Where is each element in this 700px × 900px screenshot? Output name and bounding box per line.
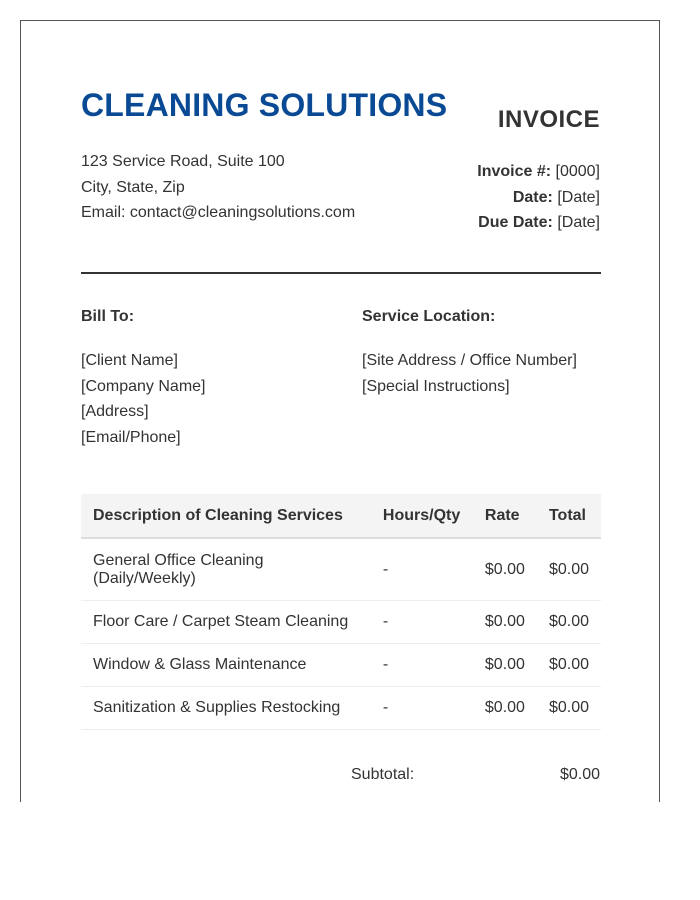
invoice-number-label: Invoice #: bbox=[477, 163, 552, 180]
row-rate: $0.00 bbox=[473, 601, 537, 644]
invoice-due-label: Due Date: bbox=[478, 214, 553, 231]
company-email: contact@cleaningsolutions.com bbox=[129, 204, 356, 221]
bill-to-address: [Address] bbox=[81, 403, 149, 420]
service-location-heading: Service Location: bbox=[362, 308, 496, 325]
row-hours-qty: - bbox=[371, 687, 473, 730]
bill-to-heading: Bill To: bbox=[81, 308, 135, 325]
table-row bbox=[81, 601, 601, 644]
row-total: $0.00 bbox=[537, 601, 601, 644]
header-description: Description of Cleaning Services bbox=[81, 494, 371, 538]
row-description: Sanitization & Supplies Restocking bbox=[81, 687, 371, 730]
row-hours-qty: - bbox=[371, 538, 473, 601]
services-table bbox=[81, 494, 601, 730]
header-total: Total bbox=[537, 494, 601, 538]
row-hours-qty: - bbox=[371, 601, 473, 644]
invoice-date-value: [Date] bbox=[557, 188, 600, 206]
invoice-number-line bbox=[477, 159, 600, 185]
invoice-date-line bbox=[477, 185, 600, 211]
row-hours-qty: - bbox=[371, 644, 473, 687]
company-city-line: City, State, Zip bbox=[81, 178, 185, 196]
header-rate: Rate bbox=[473, 494, 537, 538]
invoice-page bbox=[20, 20, 660, 802]
table-row bbox=[81, 687, 601, 730]
company-info bbox=[81, 149, 355, 226]
bill-to-section bbox=[81, 307, 206, 450]
invoice-title: INVOICE bbox=[497, 106, 600, 133]
invoice-due-value: [Date] bbox=[557, 214, 600, 231]
service-location-section bbox=[362, 307, 577, 399]
row-total: $0.00 bbox=[537, 644, 601, 687]
invoice-due-line bbox=[477, 210, 600, 236]
company-address: 123 Service Road, Suite 100 bbox=[81, 153, 285, 170]
invoice-date-label: Date: bbox=[512, 188, 553, 206]
row-total: $0.00 bbox=[537, 687, 601, 730]
company-name: CLEANING SOLUTIONS bbox=[81, 87, 448, 123]
service-site-address: [Site Address / Office Number] bbox=[362, 352, 577, 369]
row-total: $0.00 bbox=[537, 538, 601, 601]
invoice-meta bbox=[477, 159, 600, 236]
table-row bbox=[81, 538, 601, 601]
row-description: Floor Care / Carpet Steam Cleaning bbox=[81, 601, 371, 644]
header-hours-qty: Hours/Qty bbox=[371, 494, 473, 538]
bill-to-company-name: [Company Name] bbox=[81, 377, 206, 395]
header-divider bbox=[81, 272, 601, 274]
service-special-instructions: [Special Instructions] bbox=[362, 377, 510, 395]
subtotal-value: $0.00 bbox=[559, 766, 600, 783]
row-description: General Office Cleaning (Daily/Weekly) bbox=[81, 538, 371, 601]
row-description: Window & Glass Maintenance bbox=[81, 644, 371, 687]
company-email-label: Email: bbox=[81, 204, 126, 221]
subtotal-label: Subtotal: bbox=[351, 766, 415, 783]
row-rate: $0.00 bbox=[473, 644, 537, 687]
table-header-row bbox=[81, 494, 601, 538]
table-row bbox=[81, 644, 601, 687]
row-rate: $0.00 bbox=[473, 538, 537, 601]
row-rate: $0.00 bbox=[473, 687, 537, 730]
bill-to-client-name: [Client Name] bbox=[81, 352, 178, 369]
company-email-line bbox=[81, 200, 355, 226]
bill-to-email-phone: [Email/Phone] bbox=[81, 428, 181, 446]
invoice-number-value: [0000] bbox=[555, 163, 600, 180]
